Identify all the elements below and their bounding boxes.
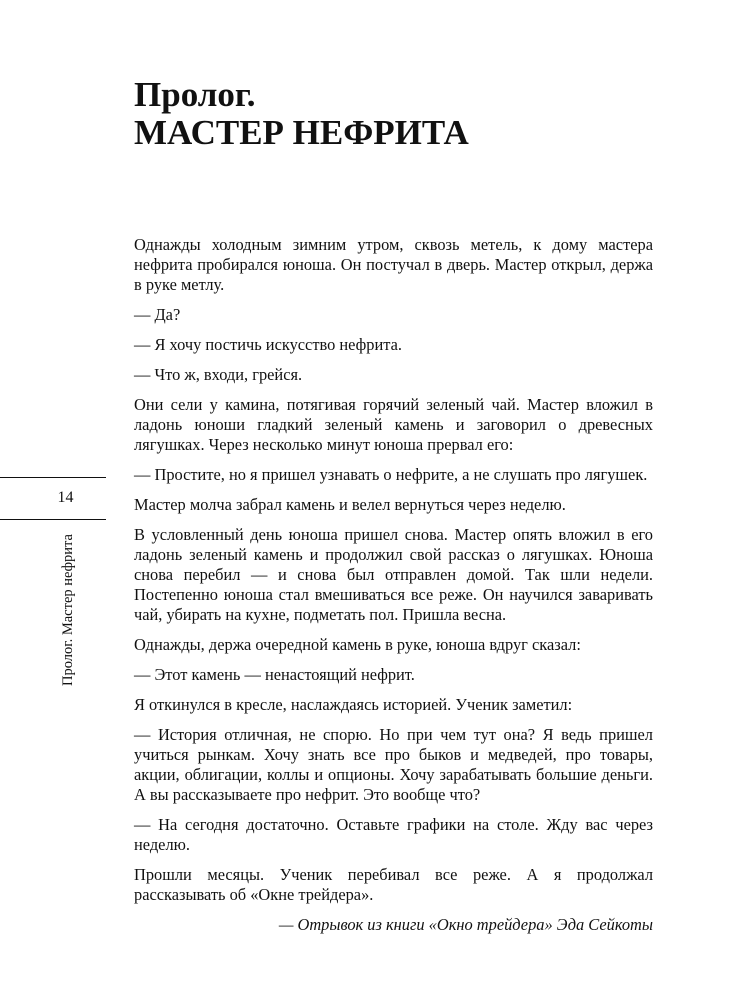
attribution: — Отрывок из книги «Окно трейдера» Эда Сейкоты [278,915,653,934]
paragraph: Прошли месяцы. Ученик перебивал все реже. А я продолжал рассказывать об «Окне трейдера». [134,865,653,904]
paragraph: — Простите, но я пришел узнавать о нефрите, а не слушать про лягушек. [134,465,648,484]
chapter-title [134,76,469,152]
paragraph: Я откинулся в кресле, наслаждаясь историей. Ученик заметил: [134,695,573,714]
page-number: 14 [57,489,74,506]
paragraph: Они сели у камина, потягивая горячий зеленый чай. Мастер вложил в ладонь юноши гладкий зеленый камень и заговорил о древесных лягушках. Через несколько минут юноша прервал его: [134,395,653,454]
paragraph: — Я хочу постичь искусство нефрита. [134,335,402,354]
paragraph: Однажды, держа очередной камень в руке, юноша вдруг сказал: [134,635,581,654]
margin-rule-bottom [0,519,106,520]
paragraph: — История отличная, не спорю. Но при чем тут она? Я ведь пришел учиться рынкам. Хочу знать все про быков и медведей, про товары, акции, облигации, коллы и опционы. Хочу зарабатывать большие деньги. А вы рассказываете про нефрит. Это вообще что? [134,725,653,804]
body-text [134,235,653,935]
paragraph: — Этот камень — ненастоящий нефрит. [134,665,415,684]
running-head: Пролог. Мастер нефрита [60,534,76,686]
chapter-title-line-1: Пролог. [134,75,256,114]
paragraph: Мастер молча забрал камень и велел вернуться через неделю. [134,495,566,514]
chapter-title-line-2: МАСТЕР НЕФРИТА [134,113,469,152]
margin-rule-top [0,477,106,478]
paragraph: — Да? [134,305,181,324]
paragraph: Однажды холодным зимним утром, сквозь метель, к дому мастера нефрита пробирался юноша. Он постучал в дверь. Мастер открыл, держа в руке метлу. [134,235,653,294]
paragraph: В условленный день юноша пришел снова. Мастер опять вложил в его ладонь зеленый камень и продолжил свой рассказ о лягушках. Юноша снова перебил — и снова был отправлен домой. Так шли недели. Постепенно юноша стал вмешиваться все реже. Он научился заваривать чай, убирать на кухне, подметать пол. Пришла весна. [134,525,653,624]
paragraph: — На сегодня достаточно. Оставьте графики на столе. Жду вас через неделю. [134,815,653,854]
paragraph: — Что ж, входи, грейся. [134,365,303,384]
